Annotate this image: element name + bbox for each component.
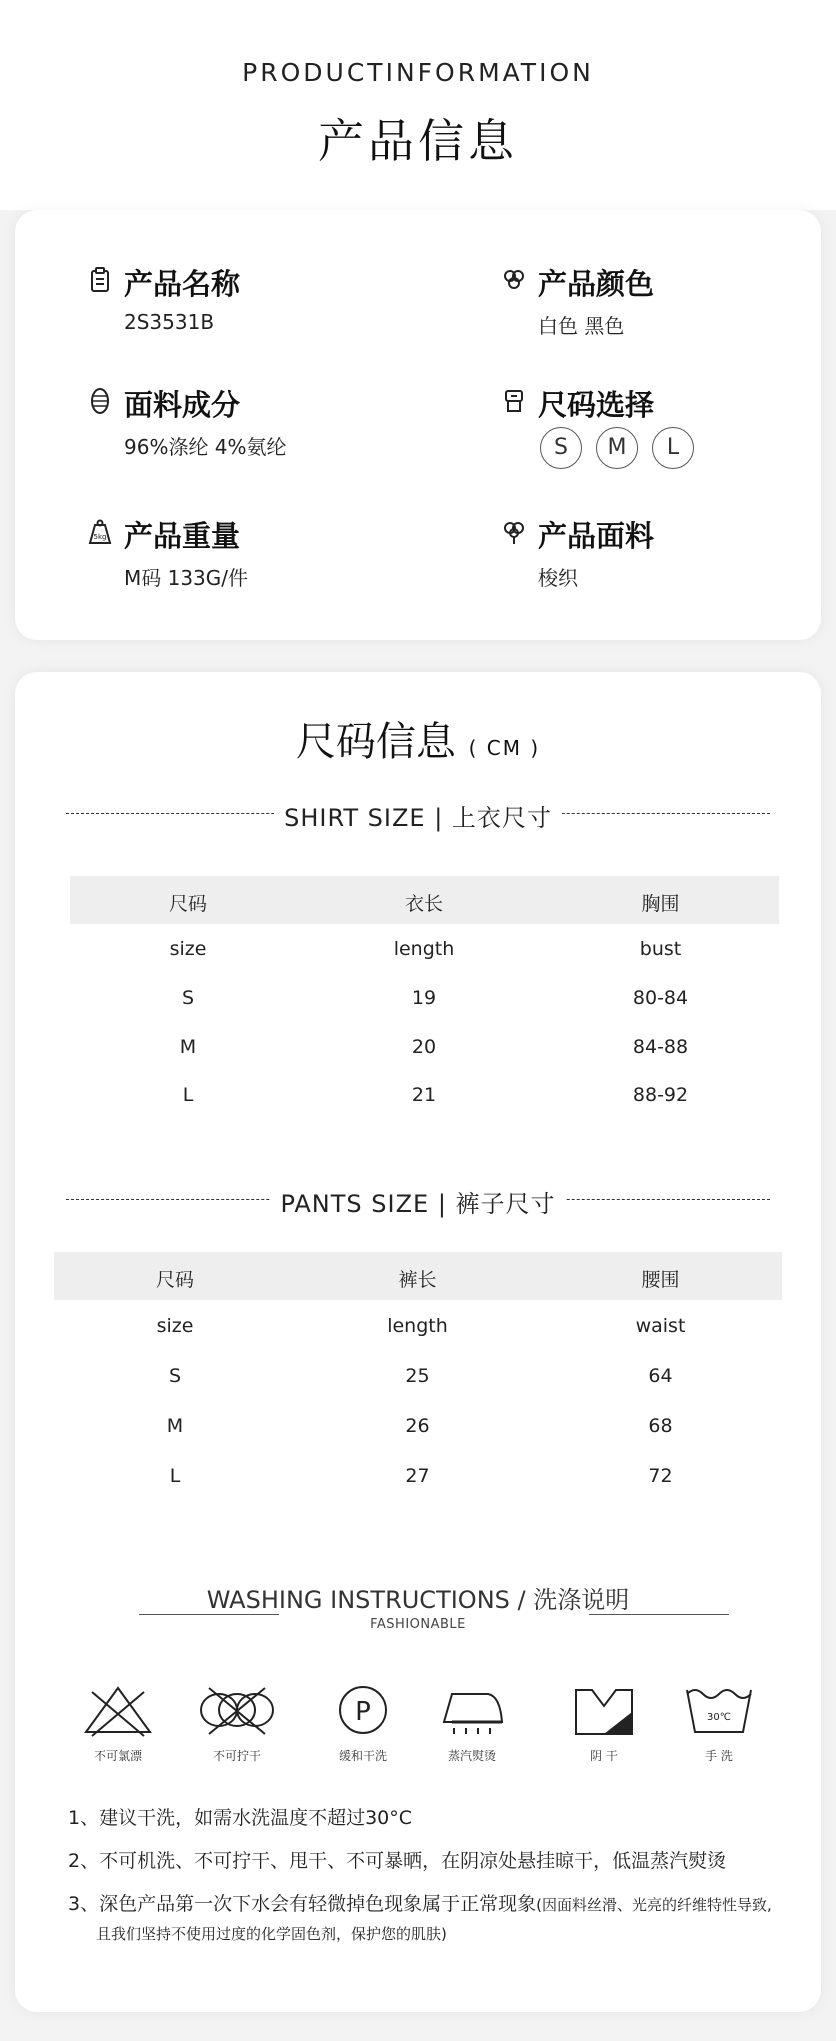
table-cell: waist [635,1315,686,1337]
palette-icon [500,266,528,294]
table-cell: 21 [411,1084,437,1106]
steam-iron-icon [430,1682,514,1738]
info-value: M码 133G/件 [124,566,249,590]
washing-note-1: 1、建议干洗，如需水洗温度不超过30°C [68,1807,413,1829]
table-cell: 64 [648,1365,673,1387]
size-option-m[interactable]: M [596,427,638,469]
table-cell: 25 [405,1365,430,1387]
size-option-s[interactable]: S [540,427,582,469]
header-cell: 腰围 [641,1269,680,1291]
wash-label: 缓和干洗 [338,1749,387,1763]
table-cell: 88-92 [632,1084,689,1106]
washing-title: WASHING INSTRUCTIONS / 洗涤说明 [206,1586,630,1614]
table-cell: 84-88 [632,1036,689,1058]
no-wring-icon [195,1682,279,1738]
info-label: 尺码选择 [538,388,655,422]
size-info-title [0,710,836,767]
table-cell: size [156,1315,194,1337]
table-cell: S [181,987,195,1009]
cotton-flower-icon [500,518,528,546]
wash-label: 不可拧干 [212,1749,261,1763]
table-cell: L [169,1465,181,1487]
info-value: 白色 黑色 [538,314,625,338]
dry-clean-icon [321,1682,405,1738]
size-info-unit: ( CM ) [468,736,541,760]
table-cell: length [393,938,455,960]
header-cell: 衣长 [404,893,443,915]
washing-line-right [589,1614,729,1615]
table-cell: 68 [648,1415,673,1437]
washing-note-4: 且我们坚持不使用过度的化学固色剂，保护您的肌肤) [96,1925,447,1943]
info-value: 梭织 [538,566,578,590]
shade-dry-icon [562,1682,646,1738]
table-cell: bust [639,938,682,960]
table-cell: 80-84 [632,987,689,1009]
garment-tag-icon [500,387,528,415]
pants-size-heading [0,1184,836,1219]
shirt-size-heading-text: SHIRT SIZE | 上衣尺寸 [274,804,562,832]
info-label: 产品面料 [538,519,655,553]
washing-note-3-aside: (因面料丝滑、光亮的纤维特性导致, [536,1896,772,1914]
yarn-spool-icon [86,387,114,415]
washing-note-3 [68,1889,772,1916]
info-label: 产品名称 [124,267,241,301]
wash-label: 手 洗 [705,1749,733,1763]
svg-text:5kg: 5kg [93,533,107,541]
table-cell: 27 [405,1465,430,1487]
washing-subtitle: FASHIONABLE [370,1617,466,1632]
info-label: 面料成分 [124,388,241,422]
hand-wash-temp: 30℃ [707,1712,731,1723]
table-cell: length [387,1315,448,1337]
svg-text:P: P [355,1697,371,1727]
info-label: 产品颜色 [538,267,655,301]
table-cell: size [169,938,207,960]
wash-label: 蒸汽熨烫 [447,1749,496,1763]
wash-label: 不可氯漂 [93,1749,142,1763]
table-cell: M [179,1036,197,1058]
title-cn: 产品信息 [318,114,518,168]
shirt-size-heading [0,798,836,833]
header [0,0,836,210]
size-option-l[interactable]: L [652,427,694,469]
table-cell: L [182,1084,194,1106]
info-value: 2S3531B [124,310,215,334]
pants-size-heading-text: PANTS SIZE | 裤子尺寸 [270,1190,565,1218]
weight-icon [86,518,114,546]
info-label: 产品重量 [124,519,241,553]
size-info-title-text: 尺码信息 [295,719,456,765]
clipboard-icon [86,266,114,294]
table-cell: M [166,1415,184,1437]
info-value: 96%涤纶 4%氨纶 [124,435,287,459]
table-cell: 19 [411,987,437,1009]
washing-line-left [139,1614,279,1615]
wash-label: 阴 干 [590,1749,618,1763]
table-cell: 26 [405,1415,430,1437]
table-cell: 20 [411,1036,437,1058]
header-cell: 胸围 [641,893,680,915]
no-bleach-icon [76,1682,160,1738]
title-en: PRODUCTINFORMATION [242,58,594,87]
table-cell: 72 [648,1465,673,1487]
header-cell: 裤长 [398,1269,437,1291]
header-cell: 尺码 [155,1269,194,1291]
header-cell: 尺码 [168,893,207,915]
table-cell: S [168,1365,182,1387]
washing-note-3-text: 3、深色产品第一次下水会有轻微掉色现象属于正常现象 [68,1893,537,1915]
washing-note-2: 2、不可机洗、不可拧干、甩干、不可暴晒，在阴凉处悬挂晾干，低温蒸汽熨烫 [68,1850,727,1872]
hand-wash-icon [677,1682,761,1738]
